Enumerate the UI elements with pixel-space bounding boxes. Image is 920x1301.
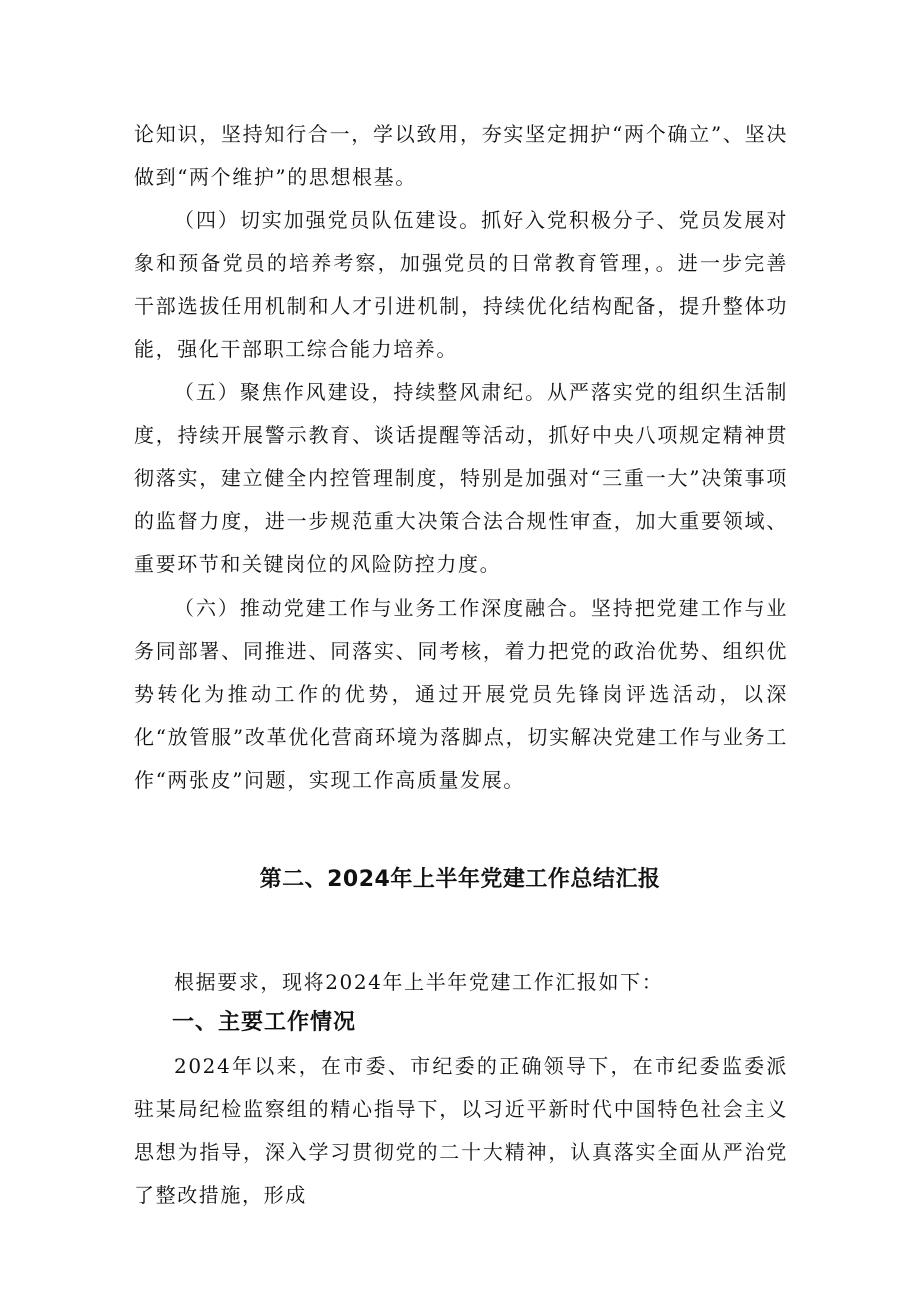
continuation-block <box>134 113 788 199</box>
section-heading: 一、主要工作情况 <box>172 1010 357 1035</box>
paragraph-5: （五）聚焦作风建设，持续整风肃纪。从严落实党的组织生活制度，持续开展警示教育、谈话提醒等活动，抓好中央八项规定精神贯彻落实，建立健全内控管理制度，特别是加强对“三重一大”决策事项的监督力度，进一步规范重大决策合法合规性审查，加大重要领域、重要环节和关键岗位的风险防控力度。 <box>134 380 788 576</box>
body-block <box>134 1045 788 1217</box>
intro-block <box>134 961 788 1004</box>
body-paragraph: 2024年以来，在市委、市纪委的正确领导下，在市纪委监委派驻某局纪检监察组的精心指导下，以习近平新时代中国特色社会主义思想为指导，深入学习贯彻党的二十大精神，认真落实全面从严治党了整改措施，形成 <box>134 1054 788 1207</box>
paragraph-block-5 <box>134 371 788 586</box>
paragraph-4: （四）切实加强党员队伍建设。抓好入党积极分子、党员发展对象和预备党员的培养考察，加强党员的日常教育管理，。进一步完善干部选拔任用机制和人才引进机制，持续优化结构配备，提升整体功能，强化干部职工综合能力培养。 <box>134 208 788 361</box>
intro-paragraph: 根据要求，现将2024年上半年党建工作汇报如下： <box>174 970 664 994</box>
paragraph-block-4 <box>134 199 788 371</box>
section-title: 第二、2024年上半年党建工作总结汇报 <box>259 867 661 892</box>
continuation-paragraph: 论知识，坚持知行合一，学以致用，夯实坚定拥护“两个确立”、坚决做到“两个维护”的思想根基。 <box>134 122 788 189</box>
paragraph-block-6 <box>134 587 788 802</box>
paragraph-6: （六）推动党建工作与业务工作深度融合。坚持把党建工作与业务同部署、同推进、同落实、同考核，着力把党的政治优势、组织优势转化为推动工作的优势，通过开展党员先锋岗评选活动，以深化“放管服”改革优化营商环境为落脚点，切实解决党建工作与业务工作“两张皮”问题，实现工作高质量发展。 <box>134 596 788 792</box>
